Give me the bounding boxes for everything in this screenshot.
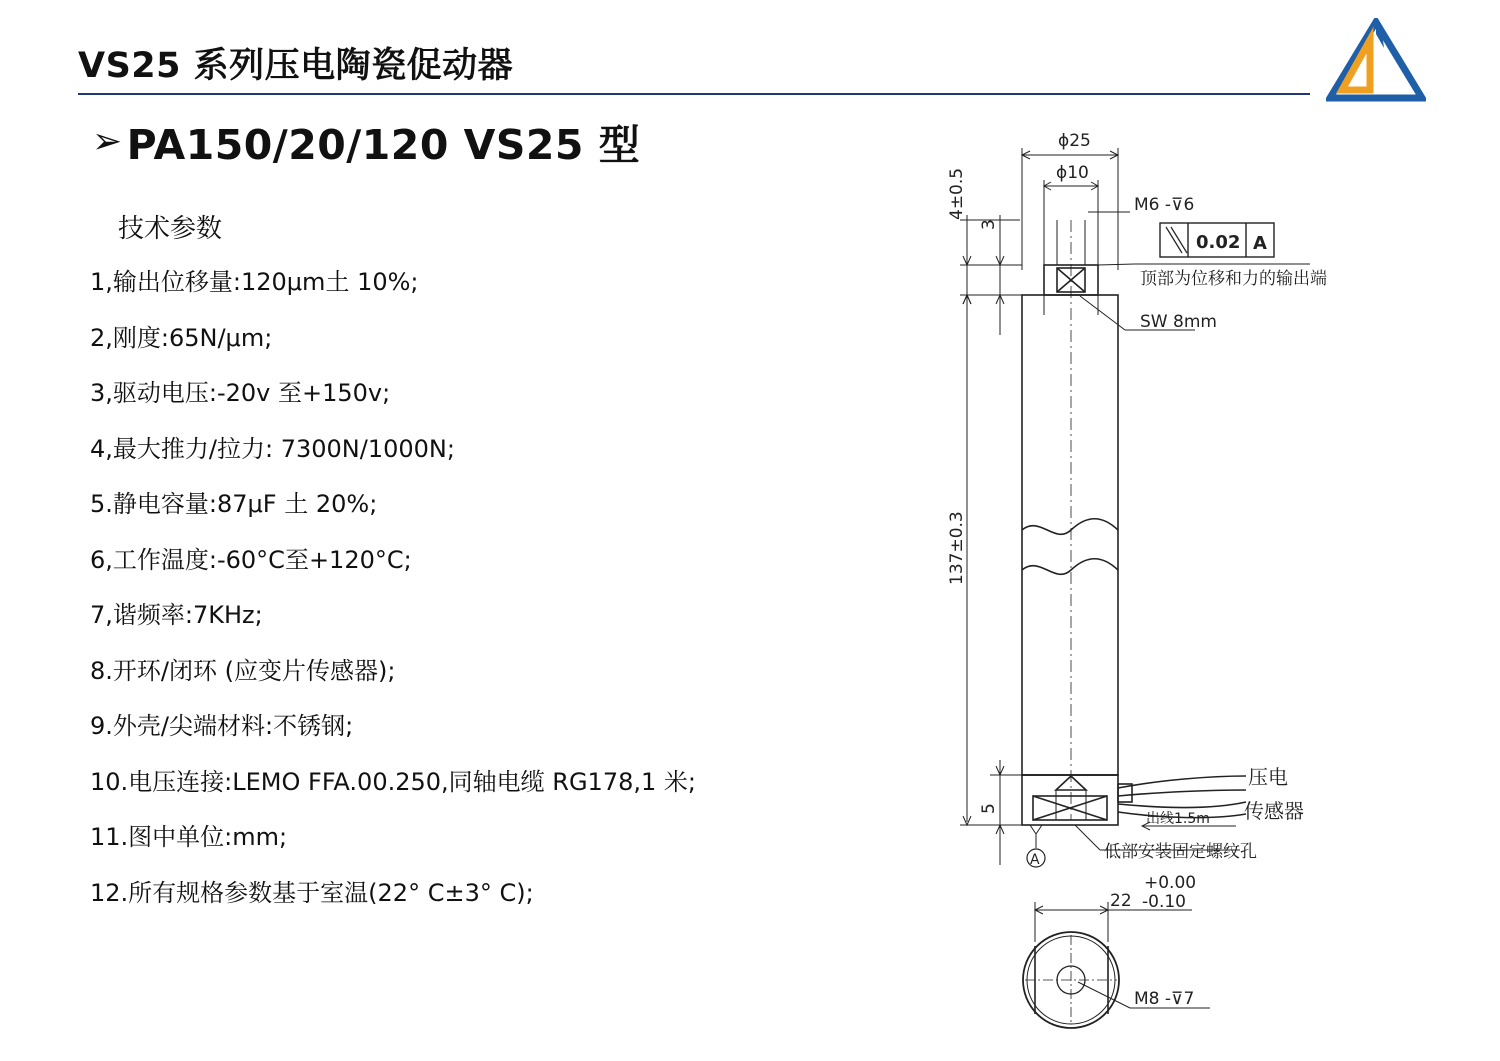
spec-item: 12.所有规格参数基于室温(22° C±3° C); (90, 878, 534, 907)
tol-value: 0.02 (1196, 232, 1241, 253)
dim-d10: ϕ10 (1056, 163, 1089, 183)
model-name: PA150/20/120 VS25 型 (126, 121, 641, 169)
arrow-bullet-icon: ➢ (92, 121, 123, 162)
tol-minus: -0.10 (1142, 892, 1186, 912)
spec-item: 2,刚度:65N/μm; (90, 323, 273, 352)
dim-3: 3 (979, 219, 999, 230)
spec-item: 1,输出位移量:120μm土 10%; (90, 268, 419, 296)
spec-item: 9.外壳/尖端材料:不锈钢; (90, 712, 354, 740)
dim-22: 22 (1110, 891, 1132, 911)
spec-item: 3,驱动电压:-20v 至+150v; (90, 379, 391, 407)
spec-item: 10.电压连接:LEMO FFA.00.250,同轴电缆 RG178,1 米; (90, 767, 696, 796)
spec-item: 4,最大推力/拉力: 7300N/1000N; (90, 434, 455, 463)
spec-item: 7,谐频率:7KHz; (90, 601, 263, 629)
label-yadian: 压电 (1248, 765, 1288, 789)
dim-5: 5 (979, 803, 999, 814)
technical-drawing (930, 120, 1330, 1040)
note-sw: SW 8mm (1140, 312, 1217, 332)
spec-item: 11.图中单位:mm; (90, 823, 288, 851)
dim-m8: M8 -⊽7 (1134, 989, 1195, 1009)
model-title (92, 112, 640, 171)
spec-item: 6,工作温度:-60°C至+120°C; (90, 545, 412, 574)
page-title: VS25 系列压电陶瓷促动器 (78, 46, 514, 86)
dim-m6: M6 -⊽6 (1134, 195, 1195, 215)
spec-item: 8.开环/闭环 (应变片传感器); (90, 656, 396, 685)
note-cable: 出线1.5m (1146, 811, 1210, 827)
label-sensor: 传感器 (1244, 799, 1304, 823)
dim-d25: ϕ25 (1058, 131, 1091, 151)
spec-list (90, 262, 696, 928)
spec-heading: 技术参数 (118, 214, 223, 244)
note-bottom: 低部安装固定螺纹孔 (1104, 842, 1257, 862)
dim-4: 4±0.5 (947, 167, 967, 220)
datum-a: A (1030, 852, 1040, 868)
dim-137: 137±0.3 (947, 511, 967, 585)
tol-plus: +0.00 (1144, 873, 1197, 893)
spec-item: 5.静电容量:87μF 土 20%; (90, 490, 378, 518)
triangle-logo-icon (1326, 18, 1426, 104)
tol-datum: A (1253, 233, 1267, 254)
note-top: 顶部为位移和力的输出端 (1140, 269, 1327, 289)
header-divider (78, 93, 1310, 95)
